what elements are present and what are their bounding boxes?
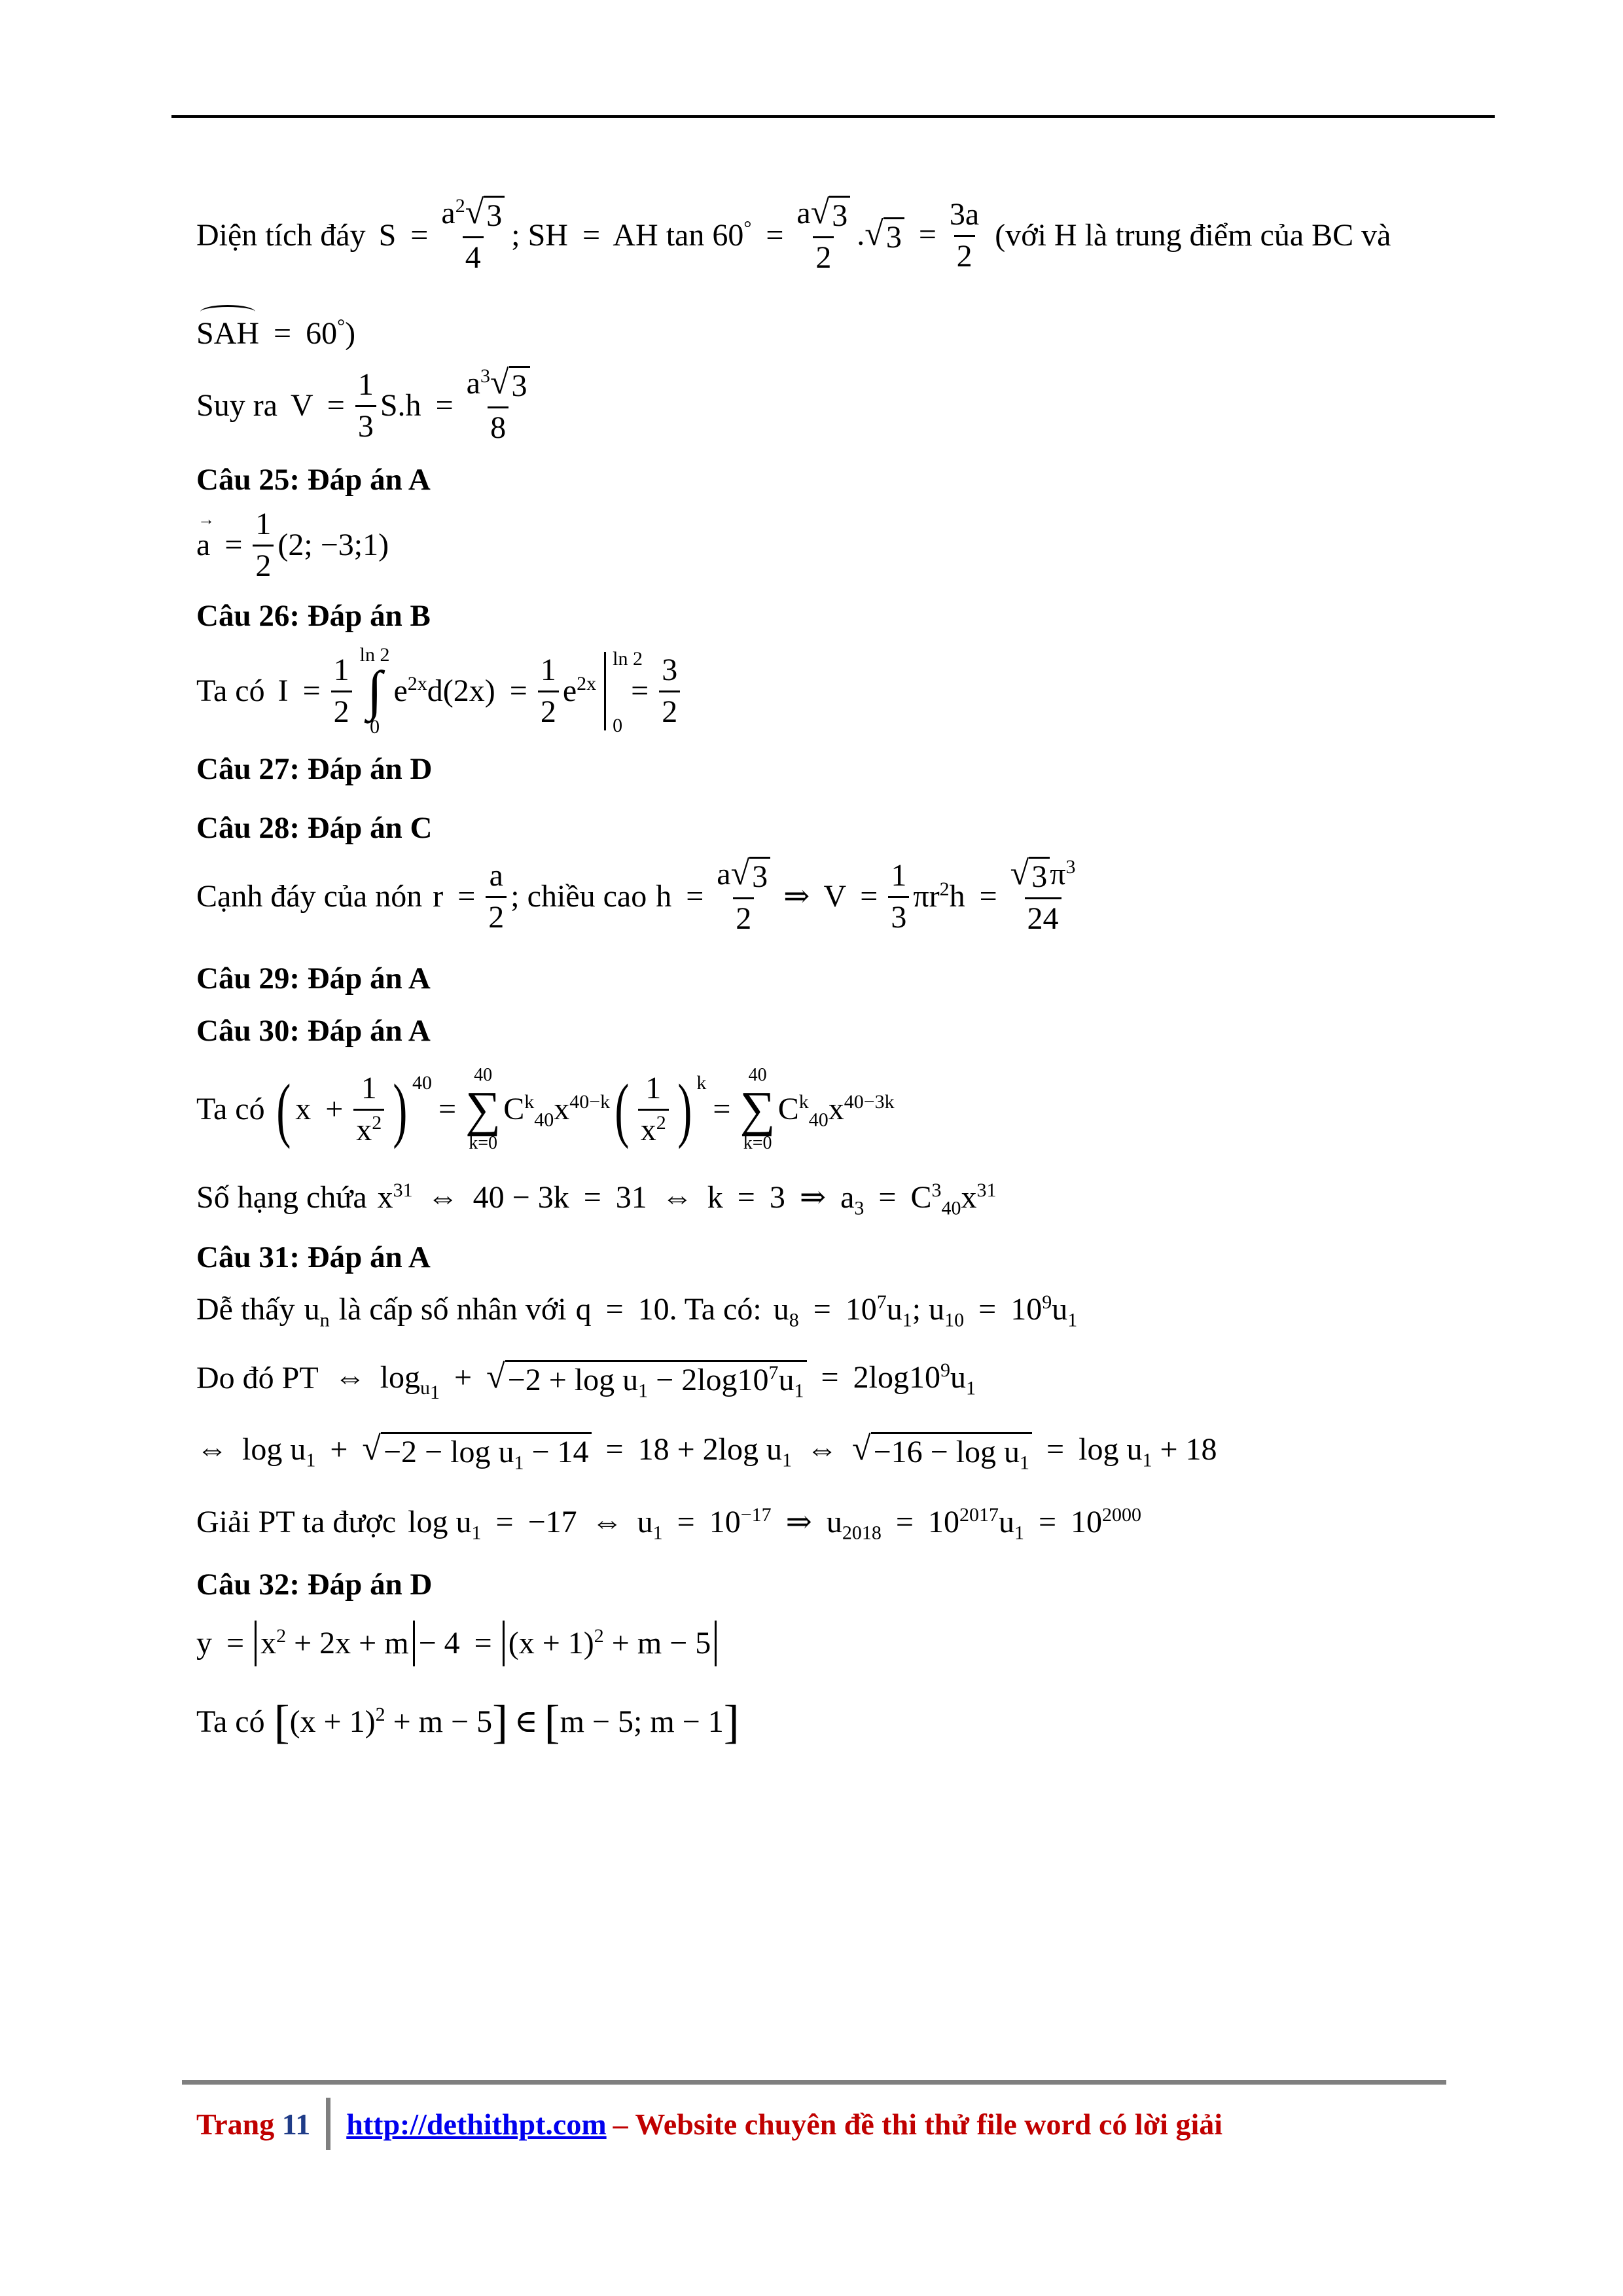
- footer-tagline: – Website chuyên đề thi thử file word có lời giải: [613, 2107, 1222, 2141]
- ta-co-text-30: Ta có: [196, 1092, 265, 1127]
- intro-text: Diện tích đáy: [196, 218, 366, 253]
- question-32-heading: Câu 32: Đáp án D: [196, 1567, 433, 1602]
- giai-pt-text: Giải PT ta được: [196, 1505, 397, 1540]
- q30-term-line: Số hạng chứa $x^{31}$ ⇔ 40 − 3k = 31 ⇔ k = 3 ⇒ $a_3 = C^3_{40}x^{31}$: [196, 1179, 997, 1219]
- de-thay-text: Dễ thấy: [196, 1292, 295, 1327]
- chieu-cao-text: ; chiều cao: [510, 879, 647, 914]
- ta-co-31-text: . Ta có:: [669, 1292, 762, 1327]
- ta-co-text: Ta có: [196, 673, 265, 709]
- solution-content: [196, 190, 1479, 1748]
- q31-sequence-line: Dễ thấy $u_n$ là cấp số nhân với q = 10 . Ta có: $u_8 = 10^7u_1$; $u_{10} = 10^9u_1$: [196, 1291, 1078, 1331]
- base-area-line: Diện tích đáy S = $a^2$ √ 3 4 ; SH = AH tan 60° = a √ 3 2 . √ 3 = $\frac{3a}{2}$ (với H là trung điểm của BC và: [196, 194, 1391, 275]
- q26-integral-line: Ta có I = $\frac{1}{2}$ ln 2 ∫ 0 $e^{2x}d(2x)$ = $\frac{1}{2}$ $e^{2x}$ ln 2 0 = $\frac{3}{2}$: [196, 639, 1479, 744]
- q30-binomial-line: Ta có ( x + $\frac{1}{x^2}$ ) 40 = 40 ∑ k=0 $C^k_{40}x^{40-k}$ ( $\frac{1}{x^2}$ ) k = 40 ∑ k=0 $C^k_{40}x^{40-3k}$: [196, 1064, 895, 1154]
- intro-note: (với H là trung điểm của BC và: [995, 218, 1391, 253]
- page-word: Trang: [196, 2107, 275, 2141]
- la-cap-so-text: là cấp số nhân với: [338, 1292, 567, 1327]
- footer-rule: [182, 2080, 1446, 2085]
- question-25-heading: Câu 25: Đáp án A: [196, 462, 431, 497]
- q31-equivalent-line: ⇔ $\log u_1$ + √ $-2 - \log u_1 - 14$ = 18 + 2log $u_1$ ⇔ √ $-16 - \log u_1$ = $\log u_1 + 18$: [196, 1429, 1217, 1474]
- question-30-heading: Câu 30: Đáp án A: [196, 1013, 431, 1048]
- q32-range-line: Ta có [ $(x + 1)^2 + m - 5$ ] ∈ [ m − 5; m − 1 ]: [196, 1696, 740, 1748]
- question-28-heading: Câu 28: Đáp án C: [196, 810, 433, 845]
- so-hang-text: Số hạng chứa: [196, 1180, 367, 1215]
- question-27-heading: Câu 27: Đáp án D: [196, 751, 433, 786]
- q28-cone-line: Cạnh đáy của nón r = $\frac{a}{2}$ ; chiều cao h = a √ 3 2 ⇒ V = $\frac{1}{3}$ $\pi r^2h$ = √ 3 $\pi^3$ 24: [196, 855, 1076, 936]
- volume-line: Suy ra V = $\frac{1}{3}$ S.h = $a^3$ √ 3 8: [196, 360, 1479, 452]
- intro-note-end: ): [345, 316, 356, 351]
- q32-function-line: y = $x^2 + 2x + m$ − 4 = $(x + 1)^2 + m - 5$: [196, 1607, 1479, 1679]
- question-29-heading: Câu 29: Đáp án A: [196, 961, 431, 996]
- do-do-text: Do đó PT: [196, 1361, 319, 1396]
- page-number-value: 11: [281, 2107, 311, 2141]
- suy-ra-text: Suy ra: [196, 388, 277, 423]
- q25-vector-line: → a = $\frac{1}{2}$ (2; −3;1): [196, 503, 1479, 588]
- q31-equation-line: Do đó PT ⇔ $\log_{u_1}$ + √ $-2 + \log u_1 - 2\log 10^7u_1$ = $2\log 10^9u_1$: [196, 1357, 976, 1404]
- ta-co-text-32: Ta có: [196, 1704, 265, 1740]
- page-number: [196, 2107, 310, 2142]
- question-31-heading: Câu 31: Đáp án A: [196, 1240, 431, 1274]
- website-link[interactable]: http://dethithpt.com: [346, 2107, 607, 2141]
- footer-divider: [326, 2098, 330, 2150]
- angle-line: SAH = 60° ): [196, 315, 356, 351]
- question-26-heading: Câu 26: Đáp án B: [196, 598, 431, 633]
- header-rule: [171, 115, 1495, 118]
- canh-day-text: Cạnh đáy của nón: [196, 879, 423, 914]
- page-footer: [196, 2094, 1222, 2153]
- q31-solution-line: Giải PT ta được $\log u_1 = -17$ ⇔ $u_1 = 10^{-17}$ ⇒ $u_{2018} = 10^{2017}u_1 = 10^{2000}$: [196, 1504, 1142, 1544]
